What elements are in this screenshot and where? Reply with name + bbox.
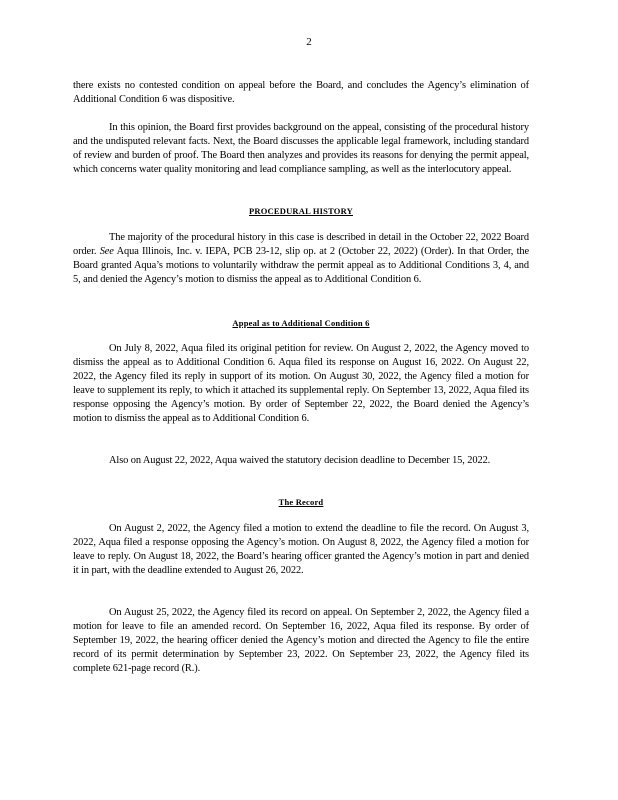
paragraph-procedural-summary [73, 231, 529, 287]
paragraph-text: On August 2, 2022, the Agency filed a motion to extend the deadline to file the record. On August 3, 2022, Aqua filed a response opposing the Agency’s motion. On August 8, 2022, the Agency filed a motion for leave to reply. On August 18, 2022, the Board’s hearing officer granted the Agency’s motion in part and denied it in part, with the deadline extended to August 26, 2022. [73, 523, 529, 576]
paragraph-appeal-history [73, 342, 529, 426]
page-number: 2 [306, 36, 312, 48]
paragraph-opinion-overview [73, 121, 529, 177]
paragraph-text: On August 25, 2022, the Agency filed its record on appeal. On September 2, 2022, the Agency filed a motion for leave to file an amended record. On September 16, 2022, Aqua filed its response. By order of September 19, 2022, the hearing officer denied the Agency’s motion and directed the Agency to file the entire record of its permit determination by September 23, 2022. On September 23, 2022, the Agency filed its complete 621-page record (R.). [73, 607, 529, 674]
citation-signal: See [99, 246, 114, 257]
paragraph-text: In this opinion, the Board first provides background on the appeal, consisting of the procedural history and the undisputed relevant facts. Next, the Board discusses the applicable legal framework, including standard of review and burden of proof. The Board then analyzes and provides its reasons for denying the permit appeal, which concerns water quality monitoring and lead compliance sampling, as well as the interlocutory appeal. [73, 122, 529, 175]
heading-appeal-condition-6 [73, 318, 529, 328]
text-part: , PCB 23-12, slip op. at 2 (October 22, 2022) (Order). In that Order, the Board granted Aqua’s motions to voluntarily withdraw the permit appeal as to Additional Conditions 3, 4, and 5, and denied the Agency’s motion to dismiss the appeal as to Additional Condition 6. [73, 246, 530, 285]
paragraph-text: there exists no contested condition on appeal before the Board, and concludes the Agency’s elimination of Additional Condition 6 was dispositive. [73, 80, 529, 105]
heading-text: PROCEDURAL HISTORY [249, 206, 353, 216]
paragraph-text: Also on August 22, 2022, Aqua waived the statutory decision deadline to December 15, 2022. [109, 455, 491, 466]
text-part: The majority of the procedural history in this case is described in detail in the October 22, 2022 Board order. [73, 232, 529, 257]
case-name: Aqua Illinois, Inc. v. IEPA [116, 246, 228, 257]
paragraph-intro-end [73, 79, 529, 107]
heading-text: The Record [278, 497, 324, 507]
heading-text: Appeal as to Additional Condition 6 [232, 318, 370, 328]
heading-procedural-history [73, 206, 529, 216]
paragraph-text [73, 231, 529, 287]
paragraph-record-extension [73, 522, 529, 578]
heading-the-record [73, 497, 529, 507]
paragraph-deadline-waiver [73, 454, 529, 468]
paragraph-record-filing [73, 606, 529, 676]
paragraph-text: On July 8, 2022, Aqua filed its original petition for review. On August 2, 2022, the Agency moved to dismiss the appeal as to Additional Condition 6. Aqua filed its response on August 16, 2022. On August 22, 2022, the Agency filed its reply in support of its motion. On August 30, 2022, the Agency filed a motion for leave to supplement its reply, to which it attached its supplemental reply. On September 13, 2022, Aqua filed its response opposing the Agency’s motion. By order of September 22, 2022, the Board denied the Agency’s motion to dismiss the appeal as to Additional Condition 6. [73, 343, 529, 424]
